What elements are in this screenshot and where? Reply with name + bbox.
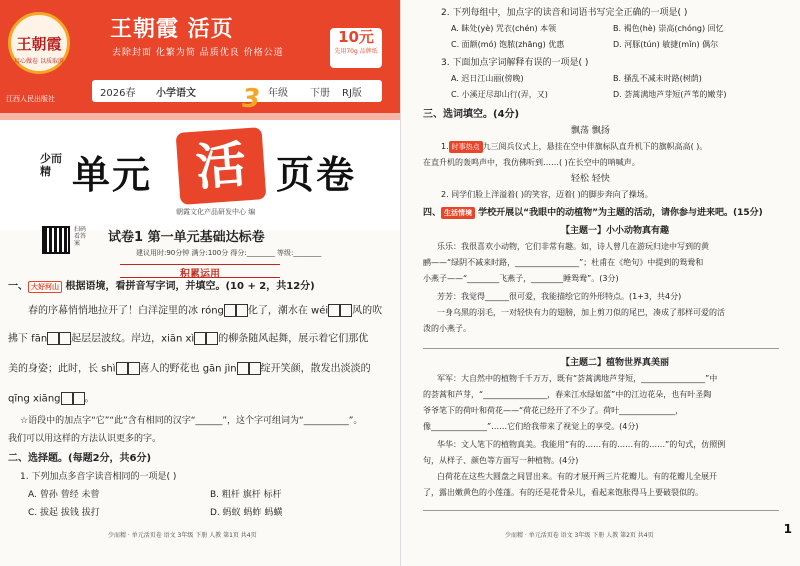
brand-logo (8, 12, 70, 74)
footer-right: 少而精 · 单元活页卷 语文 3年级 下册 人教 第2页 共4页 (505, 532, 654, 539)
choice-option[interactable]: B. 褐色(hè) 崇高(chóng) 回忆 (613, 24, 724, 33)
topic-2-line: 的荟蒿和芦芽，“________________，春来江水绿如蓝”中的江边花朵，也有叶圣陶 (423, 390, 712, 399)
test-meta: 建议用时:90分钟 满分:100分 得分:________ 等级:________ (136, 249, 322, 257)
passage-text: 风的吹 (352, 305, 383, 317)
passage-text: 喜人的野花也 gān jìn (139, 363, 237, 375)
hot-topic-tag: 时事热点 (449, 141, 483, 153)
topic-2-title: 【主题二】植物世界真美丽 (561, 358, 670, 368)
answer-box[interactable] (340, 304, 352, 317)
topic-2-line: 军军：大自然中的植物千千万万，既有“荟蒿满地芦芽短，________________”中 (437, 374, 718, 383)
passage-line-1 (28, 304, 382, 319)
topic-2-line: 了，露出嫩黄色的小莲蓬。有的还是花骨朵儿，看起来饱胀得马上要破裂似的。 (423, 488, 703, 497)
q1-number: 一、 (8, 281, 28, 292)
choice-option[interactable]: A. 迟日江山丽(傍晚) (451, 74, 524, 83)
passage-note: ☆语段中的加点字“它”“此”含有相同的汉字“______”，这个字可组词为“__________”。 (20, 416, 363, 426)
topic-1-line: 一身乌黑的羽毛，一对轻快有力的翅膀，加上剪刀似的尾巴，凑成了那样可爱的活 (437, 308, 725, 317)
qr-caption: 扫码看答案 (74, 226, 87, 247)
choice-option[interactable]: D. 荟蒿满地芦芽短(芦苇的嫩芽) (613, 90, 727, 99)
fill-text: 九三阅兵仪式上，悬挂在空中伴旗标队直升机下的旗帜高高( )。 (482, 142, 708, 151)
q1-tag: 大好河山 (28, 281, 62, 293)
right-page (400, 0, 800, 566)
title-area (0, 120, 400, 230)
passage-text: 春的序幕悄悄地拉开了！白洋淀里的冰 róng (28, 305, 224, 317)
passage-line-2 (8, 332, 368, 347)
edition-bar (92, 80, 382, 114)
choice-option[interactable]: A. 眛处(yè) 咒衣(chén) 本领 (451, 24, 557, 33)
answer-box[interactable] (206, 332, 218, 345)
answer-box[interactable] (328, 304, 340, 317)
term-label: 下册 (310, 88, 330, 99)
q1-text: 根据语境，看拼音写字词，并填空。(10 + 2，共12分) (65, 281, 315, 292)
answer-box[interactable] (73, 392, 85, 405)
choice-option[interactable]: C. 小溪迂尽却山行(弄，又) (451, 90, 548, 99)
brand-slogan: 去除封面 化繁为简 品质优良 价格公道 (112, 48, 284, 58)
topic-1-line: 乐乐：我很喜欢小动物，它们非常有趣。如，诗人曾几在游玩归途中写到的黄 (437, 242, 709, 251)
price-note: 先用70g 品牌纸 (334, 48, 378, 55)
price-badge (330, 28, 382, 68)
choice-question-2: 2. 下列每组中，加点字的读音和词语书写完全正确的一项是( ) (441, 8, 688, 18)
topic-2-line: 像______________”……它们给我带来了视觉上的享受。(4分) (423, 422, 639, 431)
qr-code[interactable] (42, 226, 70, 254)
choice-option[interactable]: C. 面额(mó) 饱脓(zhāng) 优惠 (451, 40, 565, 49)
section-bar: 积累运用 (120, 264, 280, 278)
year-label: 2026春 (100, 88, 136, 99)
passage-text: 拂下 fān (8, 333, 48, 345)
passage-text: 美的身姿；此时，长 shì (8, 363, 116, 375)
brand-title: 王朝霞 活页 (110, 16, 234, 42)
answer-box[interactable] (237, 362, 249, 375)
header-stripe (0, 113, 400, 120)
topic-1-line: 泼的小燕子。 (423, 324, 471, 333)
question-1-header (8, 280, 315, 294)
choice-option[interactable]: D. 河豚(tún) 敏捷(mǐn) 偶尔 (613, 40, 719, 49)
answer-box[interactable] (61, 392, 73, 405)
word-choices-1: 飘荡 飘扬 (571, 126, 610, 136)
section-2-header: 二、选择题。(每题2分，共6分) (8, 453, 152, 464)
answer-box[interactable] (47, 332, 59, 345)
choice-question-3: 3. 下面加点字词解释有误的一项是( ) (441, 58, 589, 68)
answer-box[interactable] (128, 362, 140, 375)
answer-box[interactable] (236, 304, 248, 317)
answer-box[interactable] (249, 362, 261, 375)
choice-option[interactable]: C. 拔起 拔钱 拔打 (28, 508, 100, 518)
passage-text: 。 (84, 393, 95, 405)
fill-question-2: 2. 同学们脸上洋溢着( )的笑容，迈着( )的脚步奔向了操场。 (441, 190, 653, 199)
edition-label: RJ版 (342, 88, 362, 99)
fill-number: 1. (441, 142, 449, 151)
price-value: 10元 (338, 28, 374, 46)
passage-line-4 (8, 392, 95, 407)
life-scene-tag: 生活情境 (441, 207, 475, 219)
editor-credit: 朝霞文化产品研发中心 编 (176, 208, 256, 216)
section-4-header (423, 206, 763, 220)
title-part2: 活 (193, 134, 248, 197)
fill-question-1-cont: 在直升机的轰鸣声中，我仿佛听到……( )在长空中的呐喊声。 (423, 158, 640, 167)
subject-label: 小学语文 (156, 88, 196, 99)
topic-1-line: 小燕子——“________飞燕子，________睡鸳鸯”。(3分) (423, 274, 619, 283)
page-number: 1 (783, 522, 792, 536)
topic-2-line: 句，从样子、颜色等方面写一种植物。(4分) (423, 456, 579, 465)
logo-subtext: 用心做卷 以质取胜 (14, 58, 64, 65)
answer-box[interactable] (224, 304, 236, 317)
topic-1-line: 鹂——“绿阴不减来时路，________________”；杜甫在《绝句》中提到的鸳鸯和 (423, 258, 704, 267)
word-choices-2: 轻松 轻快 (571, 174, 610, 184)
choice-option[interactable]: A. 曾孙 曾经 未曾 (28, 490, 100, 500)
s4-text: 学校开展以“我眼中的动植物”为主题的活动，请你参与进来吧。(15分) (478, 208, 763, 218)
choice-option[interactable]: B. 搔乱不减未时路(树荫) (613, 74, 702, 83)
passage-text: 起层层波纹。岸边，xiān xì (71, 333, 195, 345)
topic-2-line: 白荷花在这些大圆盘之间冒出来。有的才展开两三片花瓣儿。有的花瓣儿全展开 (437, 472, 717, 481)
passage-text: 绽开笑颜，散发出淡淡的 (260, 363, 371, 375)
topic-2-line: 华华：文人笔下的植物真美。我能用“有的……有的……有的……”的句式，仿照例 (437, 440, 726, 449)
passage-note-2: 我们可以用这样的方法认识更多的字。 (8, 434, 162, 444)
grade-suffix: 年级 (268, 88, 288, 99)
answer-box[interactable] (194, 332, 206, 345)
passage-text: qīng xiāng (8, 393, 61, 405)
topic-2-line: 爷爷笔下的荷叶和荷花——“荷花已经开了不少了。荷叶______________， (423, 406, 684, 415)
title-highlight (176, 127, 267, 205)
passage-text: 的柳条随风起舞，展示着它们那优 (218, 333, 369, 345)
footer-left: 少而精 · 单元活页卷 语文 3年级 下册 人教 第1页 共4页 (108, 532, 257, 539)
grade-number: 3 (242, 84, 261, 114)
title-part3: 页卷 (276, 152, 357, 197)
choice-option[interactable]: B. 粗杆 旗杆 标杆 (210, 490, 282, 500)
title-part1: 单元 (72, 152, 153, 197)
s4-number: 四、 (423, 208, 442, 218)
title-prefix: 少而精 (40, 152, 62, 178)
answer-box[interactable] (116, 362, 128, 375)
section-3-header: 三、选词填空。(4分) (423, 109, 520, 120)
answer-box[interactable] (59, 332, 71, 345)
choice-question-1: 1. 下列加点多音字读音相同的一项是( ) (20, 472, 177, 482)
test-title: 试卷1 第一单元基础达标卷 (108, 230, 265, 245)
publisher: 江西人民出版社 (6, 95, 55, 103)
answer-line[interactable] (423, 348, 779, 349)
passage-line-3 (8, 362, 371, 377)
fill-question-1 (441, 140, 707, 154)
passage-text: 化了，潮水在 wéi (247, 305, 329, 317)
answer-line[interactable] (423, 510, 779, 511)
topic-1-title: 【主题一】小小动物真有趣 (561, 226, 670, 236)
topic-1-line: 芳芳：我觉得______很可爱，我能描绘它的外形特点。(1+3，共4分) (437, 292, 682, 301)
choice-option[interactable]: D. 蚂蚁 蚂蚱 蚂蟥 (210, 508, 283, 518)
logo-text: 王朝霞 (16, 35, 62, 53)
